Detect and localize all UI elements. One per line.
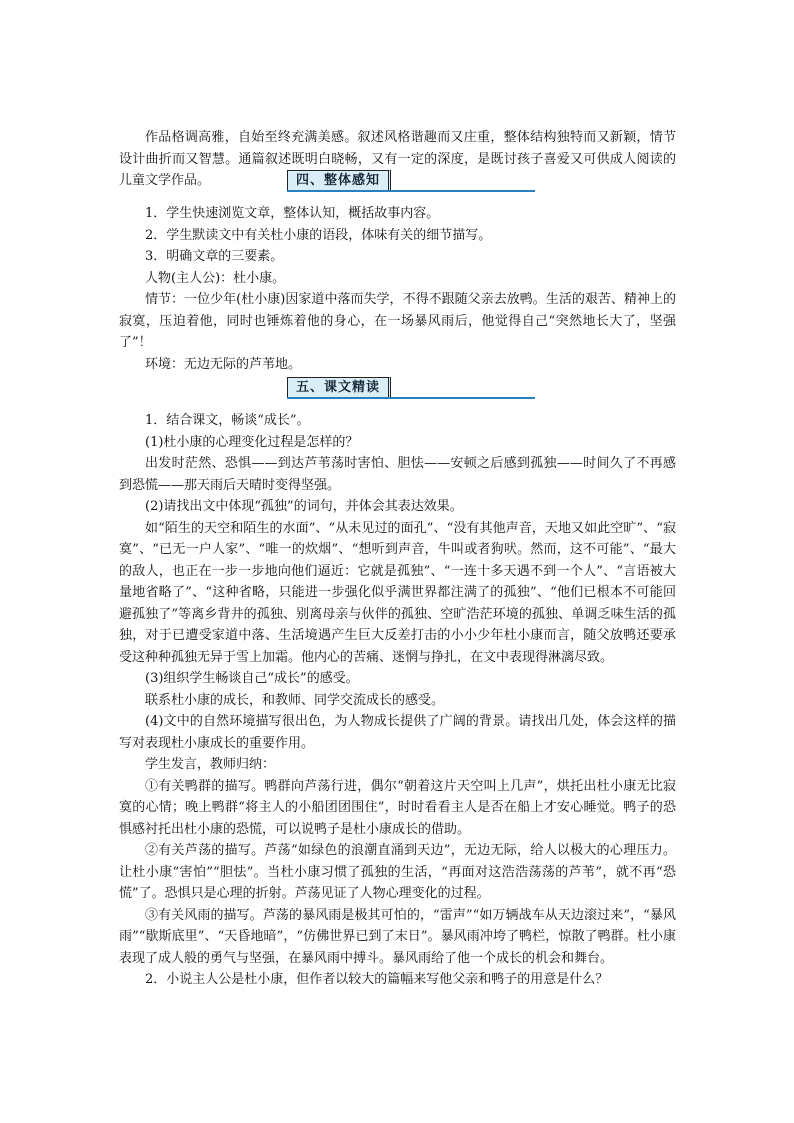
section-heading-5 [287,377,535,399]
section-underline [287,190,535,192]
paragraph: 人物(主人公)：杜小康。 [145,270,286,286]
paragraph: 联系杜小康的成长，和教师、同学交流成长的感受。 [145,692,445,708]
paragraph: 1．结合课文，畅谈“成长”。 [145,413,310,428]
section-heading-4 [287,170,535,192]
paragraph: 1．学生快速浏览文章，整体认知，概括故事内容。 [145,206,440,221]
paragraph: 2．小说主人公是杜小康，但作者以较大的篇幅来写他父亲和鸭子的用意是什么？ [145,972,609,987]
paragraph: (3)组织学生畅谈自己“成长”的感受。 [145,671,359,686]
paragraph: 如“陌生的天空和陌生的水面”、“从未见过的面孔”、“没有其他声音，天地又如此空旷”、“寂寞”、“已无一户人家”、“唯一的炊烟”、“想听到声音，牛叫或者狗吠。然而，这不可能”、“最大的敌人，也正在一步一步地向他们逼近：它就是孤独”、“一连十多天遇不到一个人”、“言语被大量地省略了”、“这种省略，只能进一步强化似乎满世界都注满了的孤独”、“他们已根本不可能回避孤独了”等离乡背井的孤独、别离母亲与伙伴的孤独、空旷浩茫环境的孤独、单调乏味生活的孤独，对于已遭受家道中落、生活境遇产生巨大反差打击的小小少年杜小康而言，随父放鸭还要承受这种种孤独无异于雪上加霜。他内心的苦痛、迷惘与挣扎，在文中表现得淋漓尽致。 [119,520,676,665]
section-title-4: 四、整体感知 [287,170,391,192]
paragraph: 出发时茫然、恐惧——到达芦苇荡时害怕、胆怯——安顿之后感到孤独——时间久了不再感到恐慌——那天雨后天晴时变得坚强。 [119,456,676,493]
paragraph: ②有关芦荡的描写。芦荡“如绿色的浪潮直涌到天边”，无边无际，给人以极大的心理压力。让杜小康“害怕”“胆怯”。当杜小康习惯了孤独的生活，“再面对这浩浩荡荡的芦苇”，就不再“恐慌”了。恐惧只是心理的折射。芦荡见证了人物心理变化的过程。 [119,843,676,901]
intro-paragraph: 作品格调高雅，自始至终充满美感。叙述风格谐趣而又庄重，整体结构独特而又新颖，情节设计曲折而又智慧。通篇叙述既明白晓畅，又有一定的深度，是既讨孩子喜爱又可供成人阅读的儿童文学作品。 [119,130,676,188]
paragraph: (1)杜小康的心理变化过程是怎样的？ [145,434,359,450]
paragraph: 3．明确文章的三要素。 [145,249,284,264]
paragraph: 学生发言，教师归纳： [145,757,276,772]
section-4-body [119,203,676,375]
section-5-body [119,410,676,991]
section-underline [287,397,535,399]
paragraph: (4)文中的自然环境描写很出色，为人物成长提供了广阔的背景。请找出几处，体会这样的描写对表现杜小康成长的重要作用。 [119,714,676,751]
paragraph: 情节：一位少年(杜小康)因家道中落而失学，不得不跟随父亲去放鸭。生活的艰苦、精神上的寂寞，压迫着他，同时也锤炼着他的身心，在一场暴风雨后，他觉得自己“突然地长大了，坚强了”！ [119,292,676,350]
paragraph: (2)请找出文中体现“孤独”的词句，并体会其表达效果。 [145,499,463,514]
paragraph: 2．学生默读文中有关杜小康的语段，体味有关的细节描写。 [145,227,492,243]
paragraph: ③有关风雨的描写。芦荡的暴风雨是极其可怕的，“雷声”“如万辆战车从天边滚过来”，“暴风雨”“歇斯底里”、“天昏地暗”，“仿佛世界已到了末日”。暴风雨冲垮了鸭栏，惊散了鸭群。杜小康表现了成人般的勇气与坚强，在暴风雨中搏斗。暴风雨给了他一个成长的机会和舞台。 [119,907,676,966]
paragraph: 环境：无边无际的芦苇地。 [145,356,302,372]
paragraph: ①有关鸭群的描写。鸭群向芦荡行进，偶尔“朝着这片天空叫上几声”，烘托出杜小康无比寂寞的心情；晚上鸭群“将主人的小船团团围住”，时时看看主人是否在船上才安心睡觉。鸭子的恐惧感衬托出杜小康的恐慌，可以说鸭子是杜小康成长的借助。 [119,778,676,837]
section-title-5: 五、课文精读 [287,377,391,399]
